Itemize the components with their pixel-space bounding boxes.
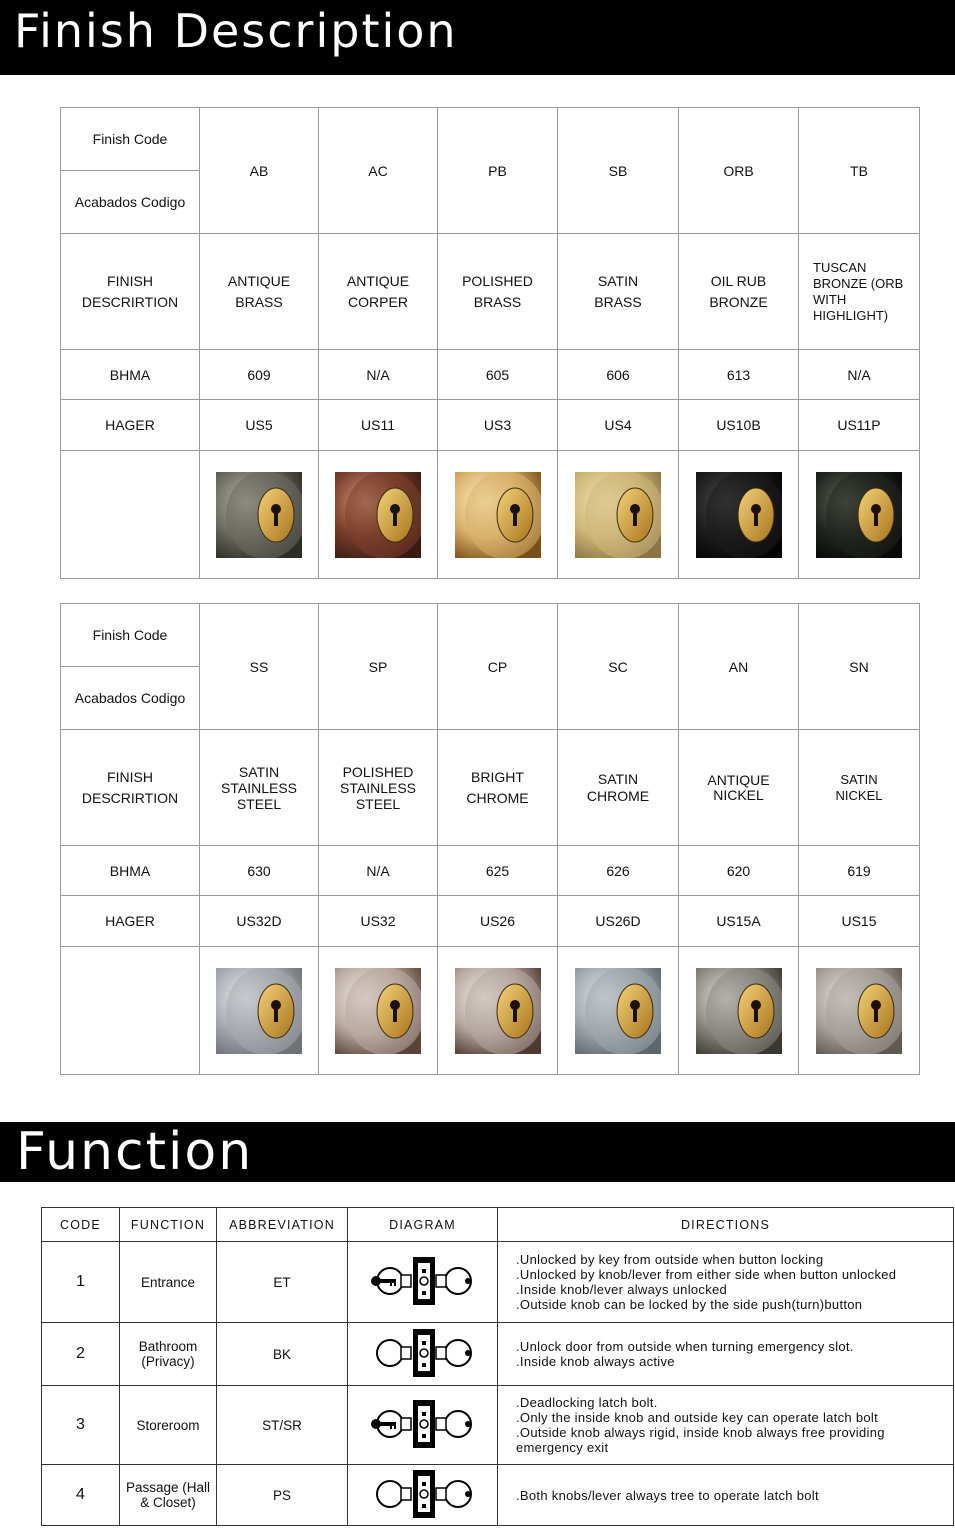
swatch-cell xyxy=(558,451,679,579)
bhma-value: N/A xyxy=(319,350,438,400)
finish-code-header-cell xyxy=(61,604,200,730)
hager-value: US32D xyxy=(200,896,319,947)
swatch-cell xyxy=(200,947,319,1075)
finish-code: PB xyxy=(438,108,558,234)
bhma-value: 613 xyxy=(679,350,799,400)
swatch-shape xyxy=(874,510,878,526)
diagram-shape xyxy=(390,1283,392,1286)
finish-table-2 xyxy=(60,603,920,1075)
bhma-row xyxy=(61,350,920,400)
finish-code: SB xyxy=(558,108,679,234)
finish-description: BRIGHT CHROME xyxy=(438,730,558,846)
finish-code-label: Finish Code xyxy=(61,604,199,667)
swatch-cell xyxy=(679,947,799,1075)
direction-line: .Both knobs/lever always tree to operate latch bolt xyxy=(516,1487,819,1503)
function-code: 2 xyxy=(42,1323,120,1386)
acabados-codigo-label: Acabados Codigo xyxy=(74,690,186,706)
function-name: Entrance xyxy=(120,1242,217,1323)
acabados-codigo-label: Acabados Codigo xyxy=(74,194,186,210)
diagram-shape xyxy=(390,1426,392,1429)
diagram-shape xyxy=(422,1482,426,1486)
finish-description: SATIN CHROME xyxy=(558,730,679,846)
finish-description-label: FINISH DESCRIRTION xyxy=(61,234,200,350)
swatch-cell xyxy=(558,947,679,1075)
finish-code-row xyxy=(61,108,920,234)
function-row xyxy=(42,1386,954,1465)
swatch-shape xyxy=(874,1006,878,1022)
swatch-label-empty xyxy=(61,947,200,1075)
direction-line: .Inside knob/lever always unlocked xyxy=(516,1282,728,1297)
hager-value: US11P xyxy=(799,400,920,451)
finish-description: ANTIQUE CORPER xyxy=(319,234,438,350)
function-abbreviation: ST/SR xyxy=(217,1386,348,1465)
finish-description: POLISHED STAINLESS STEEL xyxy=(319,730,438,846)
swatch-cell xyxy=(438,947,558,1075)
hager-row xyxy=(61,400,920,451)
hager-label: HAGER xyxy=(61,896,200,947)
finish-description: ANTIQUE BRASS xyxy=(200,234,319,350)
diagram-shape xyxy=(394,1283,396,1286)
finish-swatch-image xyxy=(575,968,661,1054)
bhma-value: N/A xyxy=(319,846,438,896)
swatch-shape xyxy=(393,1006,397,1022)
finish-description: SATIN STAINLESS STEEL xyxy=(200,730,319,846)
direction-line: .Outside knob can be locked by the side push(turn)button xyxy=(516,1297,863,1312)
diagram-shape xyxy=(436,1488,446,1500)
finish-code: ORB xyxy=(679,108,799,234)
direction-line: .Unlock door from outside when turning emergency slot. xyxy=(516,1339,854,1354)
direction-line: .Unlocked by knob/lever from either side when button unlocked xyxy=(516,1267,897,1282)
lock-diagram-icon xyxy=(368,1253,478,1309)
function-banner xyxy=(0,1122,955,1182)
swatch-cell xyxy=(319,947,438,1075)
bhma-row xyxy=(61,846,920,896)
direction-line: .Unlocked by key from outside when button locking xyxy=(516,1252,824,1267)
function-table xyxy=(41,1207,954,1526)
finish-description-row xyxy=(61,234,920,350)
diagram-shape xyxy=(436,1347,446,1359)
finish-swatch-image xyxy=(216,472,302,558)
header-function: FUNCTION xyxy=(120,1208,217,1242)
diagram-shape xyxy=(436,1418,446,1430)
hager-label: HAGER xyxy=(61,400,200,451)
finish-description-row xyxy=(61,730,920,846)
bhma-label: BHMA xyxy=(61,350,200,400)
bhma-value: 620 xyxy=(679,846,799,896)
hager-value: US5 xyxy=(200,400,319,451)
bhma-value: 619 xyxy=(799,846,920,896)
diagram-cell xyxy=(348,1323,498,1386)
finish-swatch-image xyxy=(696,472,782,558)
hager-value: US15 xyxy=(799,896,920,947)
diagram-shape xyxy=(401,1275,411,1287)
diagram-shape xyxy=(376,1279,396,1283)
finish-code-header-cell xyxy=(61,108,200,234)
lock-diagram-icon xyxy=(368,1466,478,1522)
finish-code: AC xyxy=(319,108,438,234)
diagram-shape xyxy=(401,1347,411,1359)
hager-value: US4 xyxy=(558,400,679,451)
finish-code: AN xyxy=(679,604,799,730)
swatch-shape xyxy=(754,510,758,526)
finish-code: TB xyxy=(799,108,920,234)
diagram-cell xyxy=(348,1465,498,1526)
diagram-shape xyxy=(401,1418,411,1430)
finish-description-title: Finish Description xyxy=(14,4,458,58)
diagram-shape xyxy=(465,1491,471,1497)
finish-description: SATIN BRASS xyxy=(558,234,679,350)
direction-line: emergency exit xyxy=(516,1440,609,1455)
diagram-shape xyxy=(422,1291,426,1295)
direction-line: .Outside knob always rigid, inside knob always free providing xyxy=(516,1425,885,1440)
bhma-value: 606 xyxy=(558,350,679,400)
diagram-shape xyxy=(422,1363,426,1367)
swatch-cell xyxy=(799,451,920,579)
swatch-cell xyxy=(319,451,438,579)
lock-diagram-icon xyxy=(368,1325,478,1381)
bhma-value: N/A xyxy=(799,350,920,400)
finish-swatch-image xyxy=(455,472,541,558)
function-abbreviation: PS xyxy=(217,1465,348,1526)
direction-line: .Inside knob always active xyxy=(516,1354,675,1369)
diagram-shape xyxy=(377,1340,403,1366)
hager-value: US26D xyxy=(558,896,679,947)
finish-swatch-image xyxy=(696,968,782,1054)
header-directions: DIRECTIONS xyxy=(498,1208,954,1242)
hager-value: US11 xyxy=(319,400,438,451)
diagram-shape xyxy=(422,1412,426,1416)
finish-swatch-image xyxy=(335,968,421,1054)
bhma-value: 630 xyxy=(200,846,319,896)
swatch-shape xyxy=(633,1006,637,1022)
function-row xyxy=(42,1323,954,1386)
swatch-row xyxy=(61,947,920,1075)
header-code: CODE xyxy=(42,1208,120,1242)
function-directions xyxy=(498,1323,954,1386)
finish-code: SP xyxy=(319,604,438,730)
finish-description: POLISHED BRASS xyxy=(438,234,558,350)
bhma-value: 626 xyxy=(558,846,679,896)
finish-code: SS xyxy=(200,604,319,730)
finish-swatch-image xyxy=(816,968,902,1054)
swatch-cell xyxy=(799,947,920,1075)
function-code: 4 xyxy=(42,1465,120,1526)
finish-description: SATIN NICKEL xyxy=(799,730,920,846)
finish-code-label: Finish Code xyxy=(61,108,199,171)
function-directions xyxy=(498,1386,954,1465)
hager-value: US3 xyxy=(438,400,558,451)
bhma-value: 625 xyxy=(438,846,558,896)
function-name: Storeroom xyxy=(120,1386,217,1465)
diagram-cell xyxy=(348,1242,498,1323)
finish-swatch-image xyxy=(575,472,661,558)
hager-value: US26 xyxy=(438,896,558,947)
finish-description-banner xyxy=(0,0,955,75)
finish-swatch-image xyxy=(455,968,541,1054)
hager-value: US15A xyxy=(679,896,799,947)
diagram-shape xyxy=(422,1504,426,1508)
bhma-label: BHMA xyxy=(61,846,200,896)
diagram-shape xyxy=(377,1481,403,1507)
header-diagram: DIAGRAM xyxy=(348,1208,498,1242)
finish-swatch-image xyxy=(216,968,302,1054)
swatch-shape xyxy=(633,510,637,526)
hager-value: US10B xyxy=(679,400,799,451)
swatch-cell xyxy=(200,451,319,579)
diagram-shape xyxy=(465,1421,471,1427)
swatch-cell xyxy=(679,451,799,579)
finish-description-label: FINISH DESCRIRTION xyxy=(61,730,200,846)
function-directions xyxy=(498,1242,954,1323)
swatch-row xyxy=(61,451,920,579)
diagram-shape xyxy=(465,1350,471,1356)
finish-description: ANTIQUE NICKEL xyxy=(679,730,799,846)
diagram-shape xyxy=(436,1275,446,1287)
function-abbreviation: BK xyxy=(217,1323,348,1386)
diagram-shape xyxy=(401,1488,411,1500)
finish-code: SN xyxy=(799,604,920,730)
finish-code: AB xyxy=(200,108,319,234)
swatch-cell xyxy=(438,451,558,579)
header-abbreviation: ABBREVIATION xyxy=(217,1208,348,1242)
finish-swatch-image xyxy=(816,472,902,558)
finish-code-row xyxy=(61,604,920,730)
function-directions xyxy=(498,1465,954,1526)
hager-value: US32 xyxy=(319,896,438,947)
swatch-shape xyxy=(513,1006,517,1022)
direction-line: .Only the inside knob and outside key can operate latch bolt xyxy=(516,1410,878,1425)
direction-line: .Deadlocking latch bolt. xyxy=(516,1395,658,1410)
swatch-shape xyxy=(274,1006,278,1022)
function-title: Function xyxy=(16,1122,254,1182)
function-row xyxy=(42,1242,954,1323)
swatch-shape xyxy=(513,510,517,526)
function-code: 3 xyxy=(42,1386,120,1465)
function-abbreviation: ET xyxy=(217,1242,348,1323)
diagram-shape xyxy=(465,1278,471,1284)
diagram-shape xyxy=(422,1434,426,1438)
diagram-cell xyxy=(348,1386,498,1465)
finish-swatch-image xyxy=(335,472,421,558)
function-code: 1 xyxy=(42,1242,120,1323)
function-name: Bathroom (Privacy) xyxy=(120,1323,217,1386)
finish-table-1 xyxy=(60,107,920,579)
function-name: Passage (Hall & Closet) xyxy=(120,1465,217,1526)
bhma-value: 605 xyxy=(438,350,558,400)
finish-code: SC xyxy=(558,604,679,730)
swatch-shape xyxy=(754,1006,758,1022)
function-table-header xyxy=(42,1208,954,1242)
finish-description: OIL RUB BRONZE xyxy=(679,234,799,350)
finish-code: CP xyxy=(438,604,558,730)
bhma-value: 609 xyxy=(200,350,319,400)
diagram-shape xyxy=(422,1269,426,1273)
function-row xyxy=(42,1465,954,1526)
hager-row xyxy=(61,896,920,947)
diagram-shape xyxy=(422,1341,426,1345)
swatch-shape xyxy=(274,510,278,526)
finish-description: TUSCAN BRONZE (ORB WITH HIGHLIGHT) xyxy=(799,234,920,350)
diagram-shape xyxy=(376,1422,396,1426)
swatch-label-empty xyxy=(61,451,200,579)
swatch-shape xyxy=(393,510,397,526)
lock-diagram-icon xyxy=(368,1396,478,1452)
diagram-shape xyxy=(394,1426,396,1429)
